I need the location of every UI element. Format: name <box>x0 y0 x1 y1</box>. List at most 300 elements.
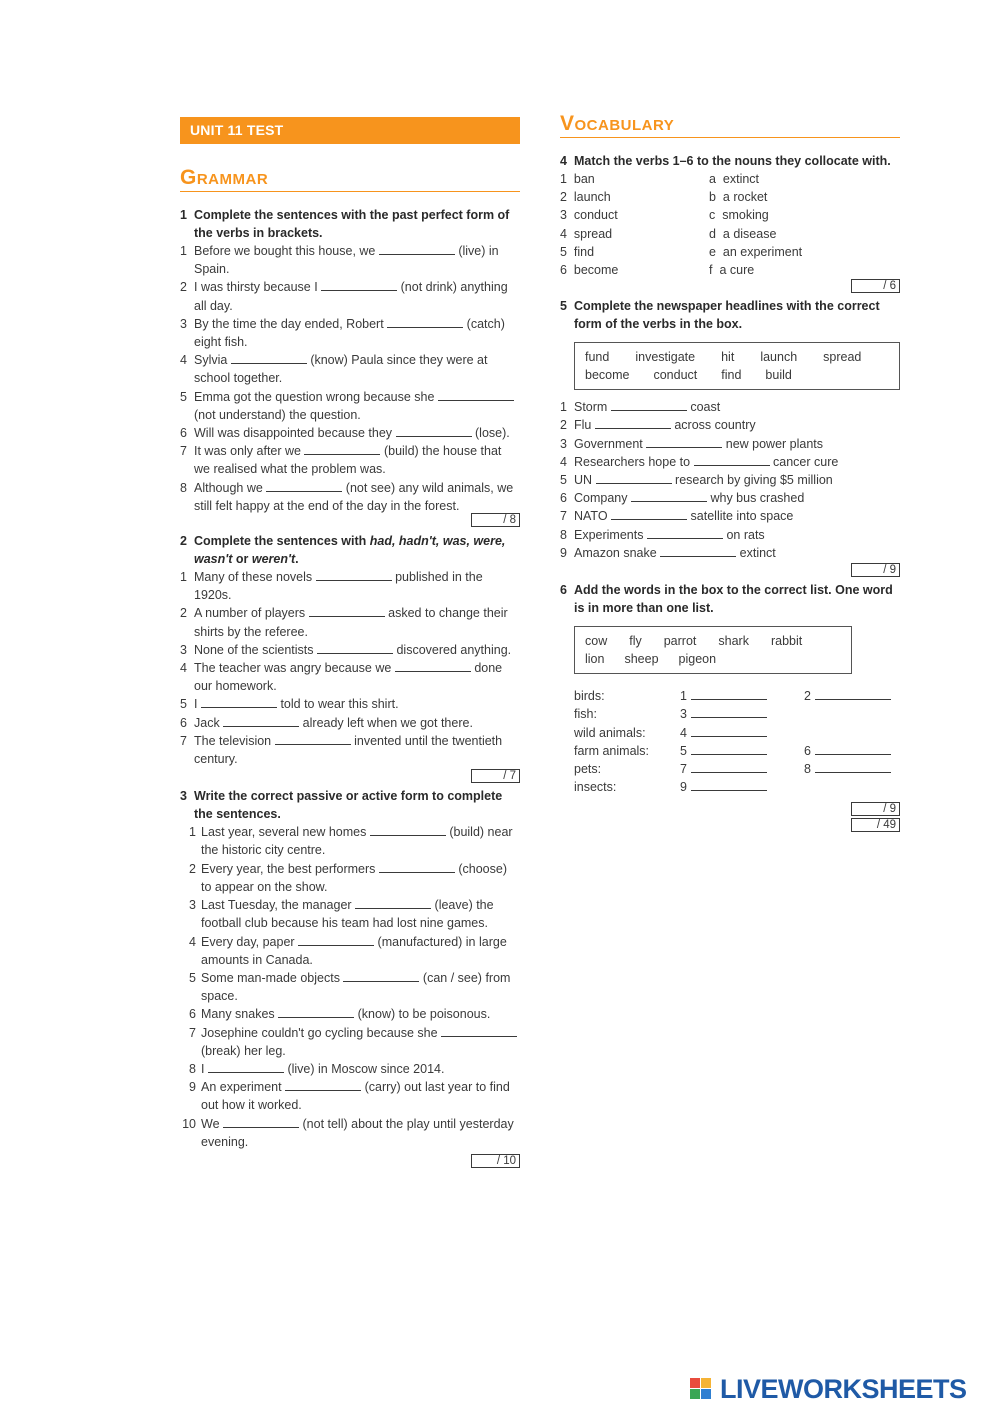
question-text-after: (know) Paula since they were at school together. <box>194 353 488 386</box>
verb-number: 6 <box>560 262 567 277</box>
question-item <box>180 1060 520 1078</box>
question-item <box>180 732 520 768</box>
question-text-before: Before we bought this house, we <box>194 244 376 258</box>
answer-blank[interactable] <box>631 490 707 502</box>
question-number: 10 <box>182 1116 196 1131</box>
vocabulary-title: Vocabulary <box>560 112 900 138</box>
ex2-instruction: 2 Complete the sentences with had, hadn't, was, were, wasn't or weren't. <box>180 534 506 567</box>
noun-item[interactable] <box>709 188 767 206</box>
question-item <box>180 278 520 314</box>
question-text-before: A number of players <box>194 606 306 621</box>
question-text-after: extinct <box>739 545 776 560</box>
question-text-before: I <box>201 1061 205 1076</box>
question-number: 2 <box>180 606 187 621</box>
question-item <box>180 641 520 659</box>
answer-blank[interactable] <box>691 688 767 700</box>
question-text-before: Some man-made objects <box>201 970 340 985</box>
noun-letter: c <box>709 208 716 223</box>
question-text-after: (carry) out last year to find out how it worked. <box>201 1080 510 1113</box>
box-word: sheep <box>624 651 659 666</box>
answer-blank[interactable] <box>815 743 891 755</box>
answer-blank[interactable] <box>304 443 380 455</box>
right-column <box>560 112 900 833</box>
answer-blank[interactable] <box>438 389 514 401</box>
question-text-before: Many snakes <box>201 1007 275 1022</box>
answer-blank[interactable] <box>275 733 351 745</box>
unit-title: UNIT 11 TEST <box>180 117 520 144</box>
question-number: 7 <box>180 733 187 748</box>
question-number: 1 <box>180 244 187 258</box>
question-text-before: It was only after we <box>194 444 301 459</box>
question-item <box>180 1078 520 1114</box>
answer-blank[interactable] <box>646 436 722 448</box>
question-text-before: By the time the day ended, Robert <box>194 316 384 331</box>
category-row <box>574 742 900 760</box>
verb-item <box>560 206 618 224</box>
category-row <box>574 778 900 796</box>
question-number: 9 <box>560 545 567 560</box>
noun-text: an experiment <box>722 244 803 259</box>
question-text-after: invented until the twentieth century. <box>194 733 503 767</box>
category-row <box>574 724 900 742</box>
ex5-score: / 9 <box>851 563 900 577</box>
answer-blank[interactable] <box>694 454 770 466</box>
question-number: 5 <box>180 389 187 404</box>
question-item <box>180 714 520 732</box>
question-item <box>180 604 520 640</box>
noun-item[interactable] <box>709 243 802 261</box>
question-text-before: Researchers hope to <box>574 454 691 469</box>
question-text-before: Emma got the question wrong because she <box>194 389 435 404</box>
category-label: birds: <box>574 688 605 703</box>
answer-blank[interactable] <box>691 725 767 737</box>
question-text-after: on rats <box>726 527 765 542</box>
question-number: 2 <box>560 418 567 433</box>
question-text-before: Company <box>574 491 628 506</box>
answer-slot <box>680 705 767 723</box>
question-item <box>560 507 900 525</box>
question-text-before: Last Tuesday, the manager <box>201 898 352 913</box>
verb-text: ban <box>573 172 595 186</box>
answer-blank[interactable] <box>441 1025 517 1037</box>
question-item <box>180 1115 520 1151</box>
word-box-row <box>585 348 889 366</box>
category-row <box>574 760 900 778</box>
question-text-before: UN <box>574 472 593 487</box>
question-text-after: (leave) the football club because his team had lost nine games. <box>201 898 494 931</box>
ex2-score: / 7 <box>471 769 520 783</box>
slot-number: 6 <box>804 743 811 758</box>
box-word: become <box>585 368 630 383</box>
noun-letter: a <box>709 172 716 186</box>
noun-letter: f <box>709 262 713 277</box>
answer-slot <box>680 687 767 705</box>
question-number: 2 <box>189 861 196 876</box>
question-text-before: We <box>201 1116 220 1131</box>
question-text-after: done our homework. <box>194 661 503 694</box>
liveworksheets-logo-icon <box>690 1376 718 1402</box>
question-item <box>180 388 520 424</box>
question-number: 6 <box>560 491 567 506</box>
box-word: spread <box>823 350 862 365</box>
question-text-after: cancer cure <box>773 454 839 469</box>
answer-slot <box>680 778 767 796</box>
question-item <box>560 416 900 434</box>
category-label: fish: <box>574 707 597 722</box>
noun-text: a disease <box>722 226 777 241</box>
slot-number: 4 <box>680 725 687 740</box>
category-label: farm animals: <box>574 743 650 758</box>
category-label: insects: <box>574 780 617 795</box>
question-text-before: None of the scientists <box>194 642 314 657</box>
verb-item <box>560 243 594 261</box>
box-word: shark <box>718 633 749 648</box>
question-text-after: (not drink) anything all day. <box>194 280 508 313</box>
slot-number: 5 <box>680 743 687 758</box>
verb-text: launch <box>573 190 611 205</box>
question-text-after: new power plants <box>725 436 824 451</box>
question-text-before: Jack <box>194 715 220 730</box>
question-text-after: coast <box>690 400 721 415</box>
question-item <box>560 489 900 507</box>
verb-text: conduct <box>573 208 618 223</box>
question-item <box>180 1024 520 1060</box>
question-text-before: I was thirsty because I <box>194 280 318 295</box>
question-text-before: The teacher was angry because we <box>194 661 392 676</box>
answer-blank[interactable] <box>370 824 446 836</box>
answer-blank[interactable] <box>815 761 891 773</box>
question-text-after: (not see) any wild animals, we still felt happy at the end of the day in the forest. <box>194 480 514 513</box>
ex5-word-box <box>574 342 900 390</box>
box-word: conduct <box>653 368 698 383</box>
noun-item[interactable] <box>709 225 776 243</box>
answer-blank[interactable] <box>387 316 463 328</box>
answer-blank[interactable] <box>201 696 277 708</box>
question-item <box>180 659 520 695</box>
ex3-score: / 10 <box>471 1154 520 1168</box>
answer-slot <box>804 687 891 705</box>
slot-number: 1 <box>680 688 687 703</box>
question-item <box>560 526 900 544</box>
word-box-row <box>585 632 841 650</box>
question-text-after: why bus crashed <box>710 491 805 506</box>
question-number: 8 <box>189 1061 196 1076</box>
question-number: 1 <box>189 825 196 840</box>
match-row <box>560 261 900 279</box>
question-number: 1 <box>560 400 567 415</box>
ex4-instruction: 4 Match the verbs 1–6 to the nouns they collocate with. <box>560 154 891 168</box>
question-item <box>560 435 900 453</box>
question-text-after: already left when we got there. <box>302 715 473 730</box>
question-text-after: (can / see) from space. <box>201 970 511 1004</box>
answer-slot <box>804 760 891 778</box>
answer-blank[interactable] <box>285 1079 361 1091</box>
answer-blank[interactable] <box>396 425 472 437</box>
box-word: fund <box>585 350 610 365</box>
answer-blank[interactable] <box>691 706 767 718</box>
question-text-before: Every day, paper <box>201 934 295 949</box>
question-item <box>560 471 900 489</box>
answer-blank[interactable] <box>611 399 687 411</box>
question-text-after: satellite into space <box>690 509 794 524</box>
question-text-after: (lose). <box>475 426 510 441</box>
question-text-after: (catch) eight fish. <box>194 316 505 350</box>
question-text-after: (choose) to appear on the show. <box>201 861 507 894</box>
ex5-instruction: 5 Complete the newspaper headlines with the correct form of the verbs in the box. <box>560 299 880 332</box>
answer-blank[interactable] <box>379 243 455 255</box>
question-number: 1 <box>180 570 187 585</box>
question-text-after: (build) near the historic city centre. <box>201 825 513 858</box>
ex5-items <box>560 398 900 562</box>
answer-blank[interactable] <box>355 897 431 909</box>
category-row <box>574 687 900 705</box>
answer-blank[interactable] <box>611 508 687 520</box>
verb-number: 3 <box>560 208 567 223</box>
question-text-after: (break) her leg. <box>201 1043 286 1058</box>
category-label: pets: <box>574 762 602 777</box>
match-row <box>560 170 900 188</box>
answer-blank[interactable] <box>379 861 455 873</box>
box-word: fly <box>629 633 642 648</box>
verb-number: 2 <box>560 190 567 205</box>
answer-blank[interactable] <box>309 605 385 617</box>
question-text-before: Josephine couldn't go cycling because she <box>201 1025 438 1040</box>
question-text-before: Every year, the best performers <box>201 861 376 876</box>
ex6-instruction: 6 Add the words in the box to the correct list. One word is in more than one list. <box>560 582 893 615</box>
noun-text: extinct <box>722 172 760 186</box>
verb-number: 4 <box>560 226 567 241</box>
answer-blank[interactable] <box>343 970 419 982</box>
box-word: find <box>721 368 742 383</box>
question-item <box>180 823 520 859</box>
question-text-after: (live) in Spain. <box>194 244 499 277</box>
ex6-word-box <box>574 626 852 674</box>
answer-blank[interactable] <box>660 545 736 557</box>
question-text-after: published in the 1920s. <box>194 570 483 603</box>
question-text-after: told to wear this shirt. <box>280 697 399 712</box>
noun-item[interactable] <box>709 170 759 188</box>
category-label: wild animals: <box>574 725 646 740</box>
answer-blank[interactable] <box>691 743 767 755</box>
answer-slot <box>680 760 767 778</box>
question-number: 7 <box>180 444 187 459</box>
question-item <box>560 453 900 471</box>
question-text-after: (manufactured) in large amounts in Canada. <box>201 934 507 967</box>
question-item <box>180 933 520 969</box>
answer-blank[interactable] <box>647 527 723 539</box>
question-text-before: I <box>194 697 198 712</box>
answer-blank[interactable] <box>815 688 891 700</box>
box-word: launch <box>760 350 798 365</box>
answer-slot <box>804 742 891 760</box>
question-text-before: NATO <box>574 509 608 524</box>
left-column <box>180 117 520 1169</box>
answer-blank[interactable] <box>223 715 299 727</box>
grammar-title: Grammar <box>180 166 520 192</box>
question-number: 5 <box>180 697 187 712</box>
slot-number: 7 <box>680 762 687 777</box>
question-item <box>180 1005 520 1023</box>
box-word: build <box>765 368 792 383</box>
question-number: 6 <box>189 1007 196 1022</box>
slot-number: 9 <box>680 780 687 795</box>
question-item <box>180 442 520 478</box>
question-text-before: Flu <box>574 418 592 433</box>
verb-text: become <box>573 262 619 277</box>
answer-blank[interactable] <box>321 279 397 291</box>
question-item <box>180 568 520 604</box>
answer-blank[interactable] <box>208 1061 284 1073</box>
question-text-after: (not tell) about the play until yesterday evening. <box>201 1116 514 1149</box>
answer-blank[interactable] <box>596 472 672 484</box>
question-text-after: asked to change their shirts by the referee. <box>194 606 508 639</box>
verb-text: spread <box>573 226 613 241</box>
question-number: 4 <box>180 353 187 368</box>
question-text-after: (live) in Moscow since 2014. <box>287 1061 445 1076</box>
box-word: rabbit <box>770 633 803 648</box>
box-word: cow <box>585 633 608 648</box>
slot-number: 2 <box>804 688 811 703</box>
question-number: 8 <box>180 480 187 495</box>
match-row <box>560 188 900 206</box>
question-number: 4 <box>180 661 187 676</box>
question-item <box>180 315 520 351</box>
question-item <box>180 969 520 1005</box>
question-number: 4 <box>560 454 567 469</box>
question-number: 9 <box>189 1080 196 1095</box>
ex2-items <box>180 568 520 768</box>
question-number: 3 <box>180 316 187 331</box>
question-number: 3 <box>180 642 187 657</box>
ex1-score: / 8 <box>471 513 520 527</box>
answer-blank[interactable] <box>278 1006 354 1018</box>
answer-blank[interactable] <box>266 480 342 492</box>
verb-item <box>560 188 611 206</box>
noun-item[interactable] <box>709 206 769 224</box>
verb-number: 1 <box>560 172 567 186</box>
answer-blank[interactable] <box>231 352 307 364</box>
question-number: 7 <box>189 1025 196 1040</box>
question-item <box>180 896 520 932</box>
answer-blank[interactable] <box>317 642 393 654</box>
verb-item <box>560 225 612 243</box>
word-box-row <box>585 650 841 668</box>
answer-slot <box>680 742 767 760</box>
answer-blank[interactable] <box>691 761 767 773</box>
question-item <box>180 695 520 713</box>
answer-blank[interactable] <box>595 417 671 429</box>
question-text-before: Government <box>574 436 643 451</box>
match-row <box>560 206 900 224</box>
ex4-match-list <box>560 170 900 279</box>
ex3-instruction: 3 Write the correct passive or active form to complete the sentences. <box>180 789 503 822</box>
answer-blank[interactable] <box>223 1116 299 1128</box>
box-word: hit <box>721 350 735 365</box>
question-item <box>180 424 520 442</box>
question-item <box>180 351 520 387</box>
ex6-score: / 9 <box>851 802 900 816</box>
noun-letter: b <box>709 190 716 205</box>
verb-item <box>560 261 618 279</box>
answer-blank[interactable] <box>395 660 471 672</box>
question-item <box>560 398 900 416</box>
box-word: parrot <box>663 633 697 648</box>
ex4-score: / 6 <box>851 279 900 293</box>
question-text-before: Storm <box>574 400 608 415</box>
box-word: lion <box>585 651 605 666</box>
liveworksheets-brand: LIVEWORKSHEETS <box>720 1373 967 1404</box>
answer-blank[interactable] <box>316 569 392 581</box>
question-item <box>560 544 900 562</box>
question-text-before: Experiments <box>574 527 644 542</box>
question-text-after: (know) to be poisonous. <box>357 1007 491 1022</box>
question-item <box>180 860 520 896</box>
match-row <box>560 225 900 243</box>
answer-blank[interactable] <box>691 779 767 791</box>
match-row <box>560 243 900 261</box>
box-word: investigate <box>635 350 696 365</box>
question-number: 4 <box>189 934 196 949</box>
question-number: 2 <box>180 280 187 295</box>
question-text-before: Last year, several new homes <box>201 825 367 840</box>
noun-letter: e <box>709 244 716 259</box>
question-text-after: research by giving $5 million <box>675 472 833 487</box>
question-text-after: discovered anything. <box>396 642 512 657</box>
noun-text: smoking <box>722 208 769 223</box>
noun-letter: d <box>709 226 716 241</box>
question-number: 6 <box>180 715 187 730</box>
question-text-before: The television <box>194 733 272 748</box>
ex3-items <box>180 823 520 1151</box>
liveworksheets-logo <box>690 1374 967 1404</box>
noun-text: a cure <box>719 262 755 277</box>
question-text-after: (not understand) the question. <box>194 407 361 422</box>
question-number: 8 <box>560 527 567 542</box>
category-row <box>574 705 900 723</box>
question-number: 3 <box>560 436 567 451</box>
ex6-lists <box>560 687 900 797</box>
question-number: 7 <box>560 509 567 524</box>
verb-text: find <box>573 244 595 259</box>
question-text-before: Sylvia <box>194 353 228 368</box>
question-text-before: Many of these novels <box>194 570 313 585</box>
ex1-instruction: 1 Complete the sentences with the past perfect form of the verbs in brackets. <box>180 208 510 240</box>
question-text-before: Will was disappointed because they <box>194 426 393 441</box>
answer-blank[interactable] <box>298 934 374 946</box>
slot-number: 3 <box>680 707 687 722</box>
answer-slot <box>680 724 767 742</box>
noun-text: a rocket <box>722 190 768 205</box>
question-text-after: (build) the house that we realised what the problem was. <box>194 444 502 477</box>
total-score: / 49 <box>851 818 900 832</box>
question-text-before: Although we <box>194 480 263 495</box>
question-text-before: An experiment <box>201 1080 282 1095</box>
question-number: 5 <box>560 472 567 487</box>
question-number: 6 <box>180 426 187 441</box>
question-item <box>180 242 520 278</box>
question-number: 3 <box>189 898 196 913</box>
verb-item <box>560 170 595 188</box>
slot-number: 8 <box>804 762 811 777</box>
question-number: 5 <box>189 970 196 985</box>
word-box-row <box>585 366 889 384</box>
box-word: pigeon <box>678 651 717 666</box>
verb-number: 5 <box>560 244 567 259</box>
question-text-after: across country <box>674 418 756 433</box>
question-item <box>180 479 520 515</box>
noun-item[interactable] <box>709 261 754 279</box>
ex1-items <box>180 242 520 515</box>
